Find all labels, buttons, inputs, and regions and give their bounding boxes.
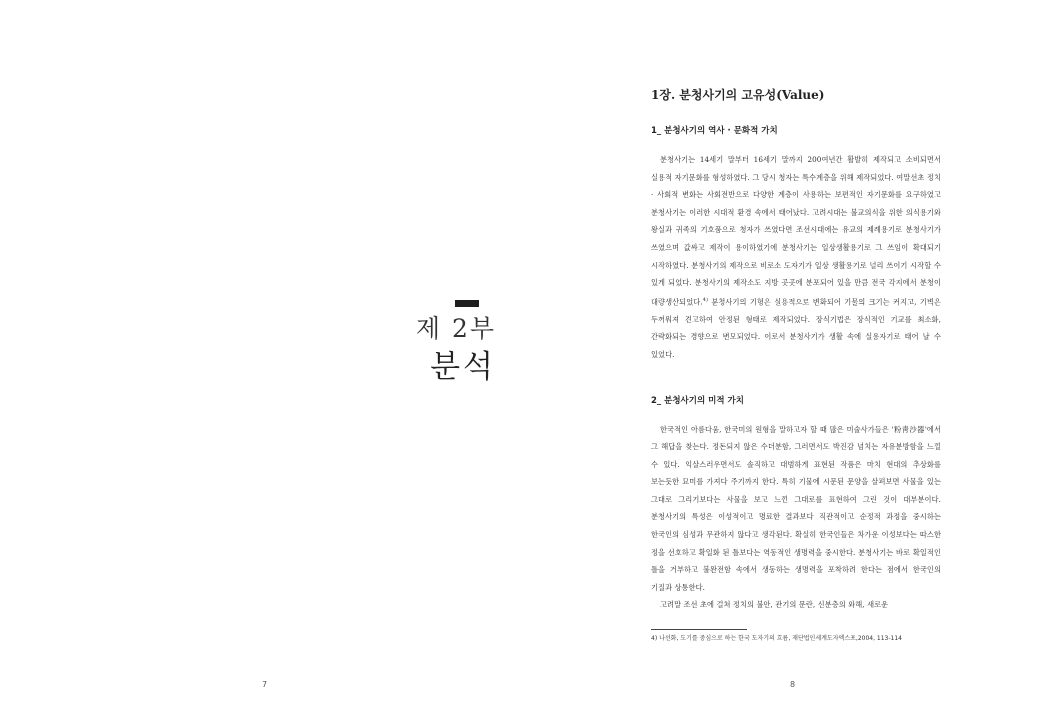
part-title: 분석 (430, 349, 496, 385)
section-1-paragraph (651, 151, 941, 364)
chapter-title: 1장. 분청사기의 고유성(Value) (651, 88, 825, 102)
footnote-reference: 4) (702, 296, 709, 303)
chapter-content (651, 82, 941, 644)
page-number-left: 7 (262, 680, 268, 689)
section-heading-1: 1_ 분청사기의 역사 · 문화적 가치 (651, 126, 778, 136)
part-heading (416, 300, 496, 387)
section-heading-2: 2_ 분청사기의 미적 가치 (651, 395, 744, 406)
footnote: 4) 나선화, 도기를 중심으로 하는 한국 도자기의 흐름, 재단법인세계도자엑스포,2004, 113-114 (651, 635, 902, 643)
section-2-paragraph-2: 고려말 조선 초에 걸쳐 정치의 불안, 관기의 문란, 신분층의 와해, 새로운 (660, 600, 889, 610)
section-1-text: 분청사기는 14세기 말부터 16세기 말까지 200여년간 활발히 제작되고 소비되면서 실용적 자기문화를 형성하였다. 그 당시 청자는 특수계층을 위해 제작되었다. 여말선초 정치 · 사회적 변화는 사회전반으로 다양한 계층이 사용하는 보편적인 자기문화를 요구하였고 분청사기는 이러한 시대적 환경 속에서 태어났다. 고려시대는 불교의식을 위한 의식용기와 왕실과 귀족의 기호품으로 청자가 쓰였다면 조선시대에는 유교의 제례용기로 분청사기가 쓰였으며 값싸고 제작이 용이하였기에 분청사기는 일상생활용기로 그 쓰임이 확대되기 시작하였다. 분청사기의 제작으로 비로소 도자기가 일상 생활용기로 널리 쓰이기 시작할 수 있게 되었다. 분청사기의 제작소도 지방 곳곳에 분포되어 있을 만큼 전국 각지에서 분청이 대량생산되었다. (651, 155, 941, 307)
page-number-right: 8 (790, 680, 796, 689)
section-1-text-cont: 분청사기의 기형은 실용적으로 변화되어 기물의 크기는 커지고, 기벽은 두꺼워져 견고하여 안정된 형태로 제작되었다. 장식기법은 장식적인 기교를 최소화, 간략화되는 경향으로 변모되었다. 이로서 분청사기가 생활 속에 실용자기로 태어 날 수 있었다. (651, 297, 941, 359)
section-2-paragraph: 한국적인 아름다움, 한국미의 원형을 말하고자 할 때 많은 미술사가들은 '粉靑沙器'에서 그 해답을 찾는다. 정돈되지 않은 수더분함, 그러면서도 박진감 넘치는 자유분방함을 느낄 수 있다. 익살스러우면서도 솔직하고 대범하게 표현된 작품은 마치 현대의 추상화를 보는듯한 묘미를 가져다 주기까지 한다. 특히 기물에 시문된 문양을 살펴보면 사물을 있는 그대로 그리기보다는 사물을 보고 느낀 그대로를 표현하여 그린 것이 대부분이다. 분청사기의 특성은 이성적이고 명료한 결과보다 직관적이고 순정적 과정을 중시하는 한국인의 심성과 무관하지 않다고 생각된다. 확실히 한국인들은 차가운 이성보다는 따스한 정을 선호하고 확일화 된 틀보다는 역동적인 생명력을 중시한다. 분청사기는 바로 확일적인 틀을 거부하고 불완전함 속에서 생동하는 생명력을 포착하려 한다는 점에서 한국인의 기질과 상통한다. (651, 424, 941, 592)
part-label: 제 2부 (415, 314, 496, 343)
right-page (530, 0, 1060, 722)
part-marker-bar (455, 300, 479, 307)
footnote-divider (651, 629, 747, 630)
